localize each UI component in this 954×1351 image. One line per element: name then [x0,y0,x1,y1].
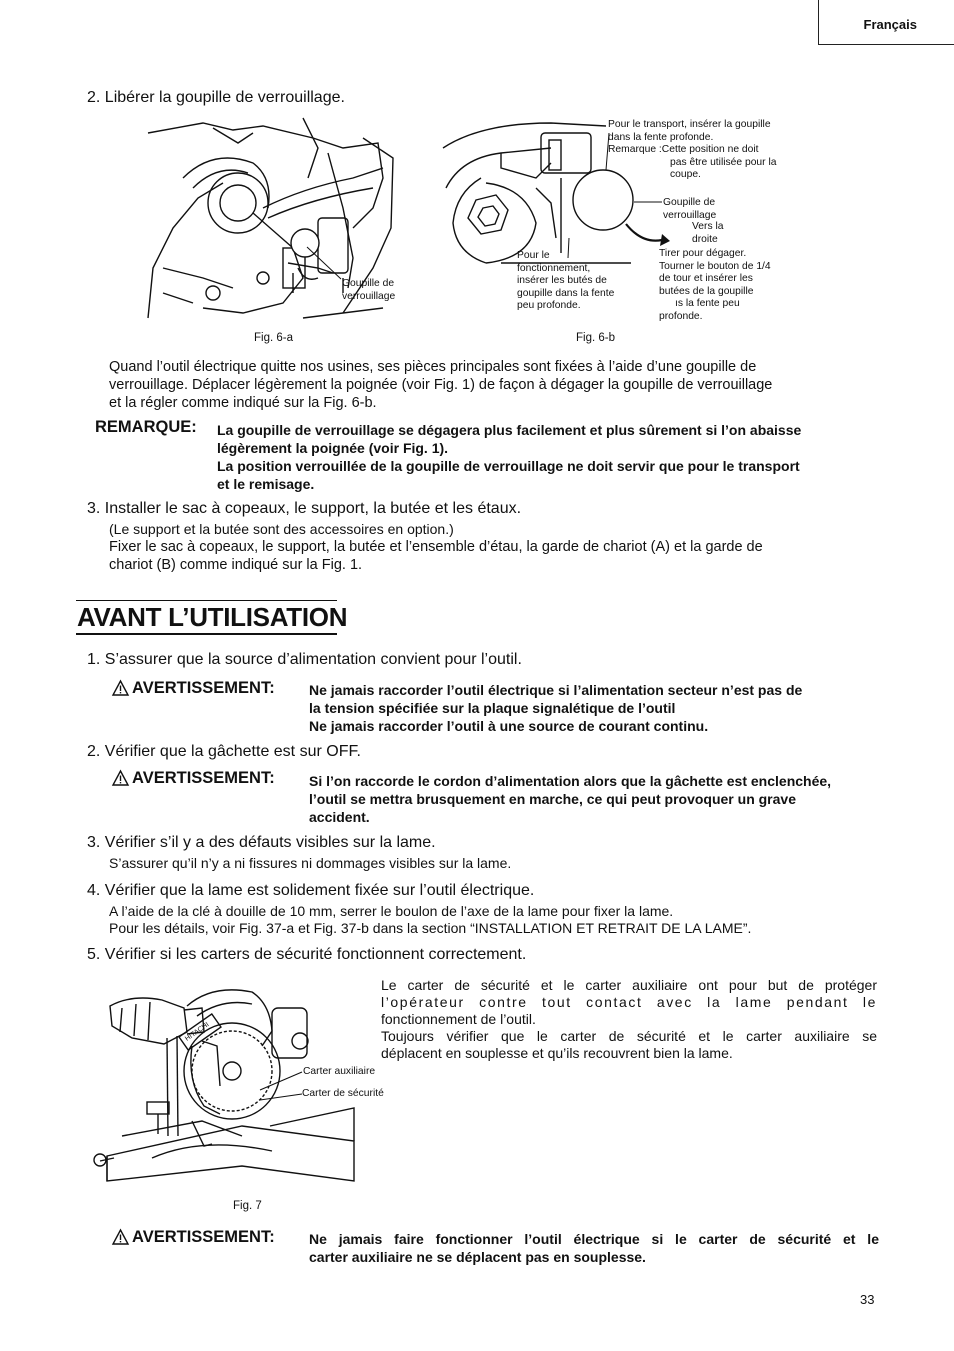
fig6a-caption: Fig. 6-a [254,332,293,344]
fig6a-leader-line [305,245,345,285]
fig6b-pin-label: Goupille de verrouillage [663,197,717,221]
warning-1-label: AVERTISSEMENT: [112,679,275,698]
fig6a-pin-label: Goupille de verrouillage [342,278,396,302]
fig7-brand-text: HITACHI [184,1021,211,1043]
warning-triangle-icon [112,770,129,786]
check-item-2: 2. Vérifier que la gâchette est sur OFF. [87,743,361,760]
check-item-1: 1. S’assurer que la source d’alimentation convient pour l’outil. [87,651,522,668]
page-number: 33 [860,1292,875,1307]
step2-title: 2. Libérer la goupille de verrouillage. [87,89,345,106]
step3-text: (Le support et la butée sont des accessoires en option.) Fixer le sac à copeaux, le support, la butée et l’ensemble d’étau, la garde de chariot (A) et la garde de chariot (B) comme indiqué sur la Fig. 1. [109,521,763,573]
remarque-text: La goupille de verrouillage se dégagera plus facilement et plus sûrement si l’on abaisse légèrement la poignée (voir Fig. 1). La position verrouillée de la goupille de verrouillage ne doit servir que pour le transport et le remisage. [217,422,802,492]
check-item-4: 4. Vérifier que la lame est solidement fixée sur l’outil électrique. [87,882,535,899]
warning-triangle-icon [112,680,129,696]
warning-3-label: AVERTISSEMENT: [112,1228,275,1247]
fig7-leader-lines [258,1068,308,1108]
remarque-label: REMARQUE: [95,418,197,436]
fig6b-operation-note: Pour le fonctionnement, insérer les butés de goupille dans la fente peu profonde. [517,250,615,311]
step2-paragraph: Quand l’outil électrique quitte nos usines, ses pièces principales sont fixées à l’aide d’une goupille de verrouillage. Déplacer légèrement la poignée (voir Fig. 1) de façon à dégager la goupille de verrouillage et la régler comme indiqué sur la Fig. 6-b. [109,359,773,411]
section-title-underline [76,633,337,635]
check-item-3: 3. Vérifier s’il y a des défauts visibles sur la lame. [87,834,436,851]
step3-title: 3. Installer le sac à copeaux, le support, la butée et les étaux. [87,500,522,517]
section-title: AVANT L’UTILISATION [77,602,348,632]
fig7-aux-label: Carter auxiliaire [303,1066,376,1077]
fig7-safety-label: Carter de sécurité [302,1088,384,1099]
fig6b-transport-note: Pour le transport, insérer la goupille dans la fente profonde. Remarque :Cette position ne doit pas être utilisée pour la coupe. [608,119,777,180]
check-item-4-detail: A l’aide de la clé à douille de 10 mm, serrer le boulon de l’axe de la lame pour fixer la lame. Pour les détails, voir Fig. 37-a et Fig. 37-b dans la section “INSTALLATION ET RETRAIT DE LA LAME”. [109,903,752,936]
fig6b-caption: Fig. 6-b [576,332,615,344]
check-item-3-detail: S’assurer qu’il n’y a ni fissures ni dommages visibles sur la lame. [109,855,512,871]
section-title-top-rule [76,600,337,601]
fig6b-right-label: Vers la droite [692,221,724,245]
fig7-illustration [92,986,362,1186]
warning-1-text: Ne jamais raccorder l’outil électrique si l’alimentation secteur n’est pas de la tension spécifiée sur la plaque signalétique de l’outil Ne jamais raccorder l’outil à une source de courant continu. [309,682,803,734]
language-tab [818,0,954,45]
warning-2-text: Si l’on raccorde le cordon d’alimentation alors que la gâchette est enclenchée, l’outil se mettra brusquement en marche, ce qui peut provoquer un grave accident. [309,773,832,825]
rotate-right-arrow-icon [622,220,672,250]
fig7-caption: Fig. 7 [233,1200,262,1212]
language-label: Français [863,17,917,32]
warning-3-text: Ne jamais faire fonctionner l’outil électrique si le carter de sécurité et le carter auxiliaire ne se déplacent pas en souplesse. [309,1231,879,1265]
check-item-5: 5. Vérifier si les carters de sécurité fonctionnent correctement. [87,946,527,963]
fig6b-pull-note: Tirer pour dégager. Tourner le bouton de 1/4 de tour et insérer les butées de la goupille ıs la fente peu profonde. [659,248,771,322]
warning-2-label: AVERTISSEMENT: [112,769,275,788]
warning-triangle-icon [112,1229,129,1245]
check-item-5-detail: Le carter de sécurité et le carter auxiliaire ont pour but de protéger l’opérateur contre tout contact avec la lame pendant le fonctionnement de l’outil. Toujours vérifier que le carter de sécurité et le carter auxiliaire se déplacent en souplesse et qu’ils recouvrent bien la lame. [381,977,877,1061]
